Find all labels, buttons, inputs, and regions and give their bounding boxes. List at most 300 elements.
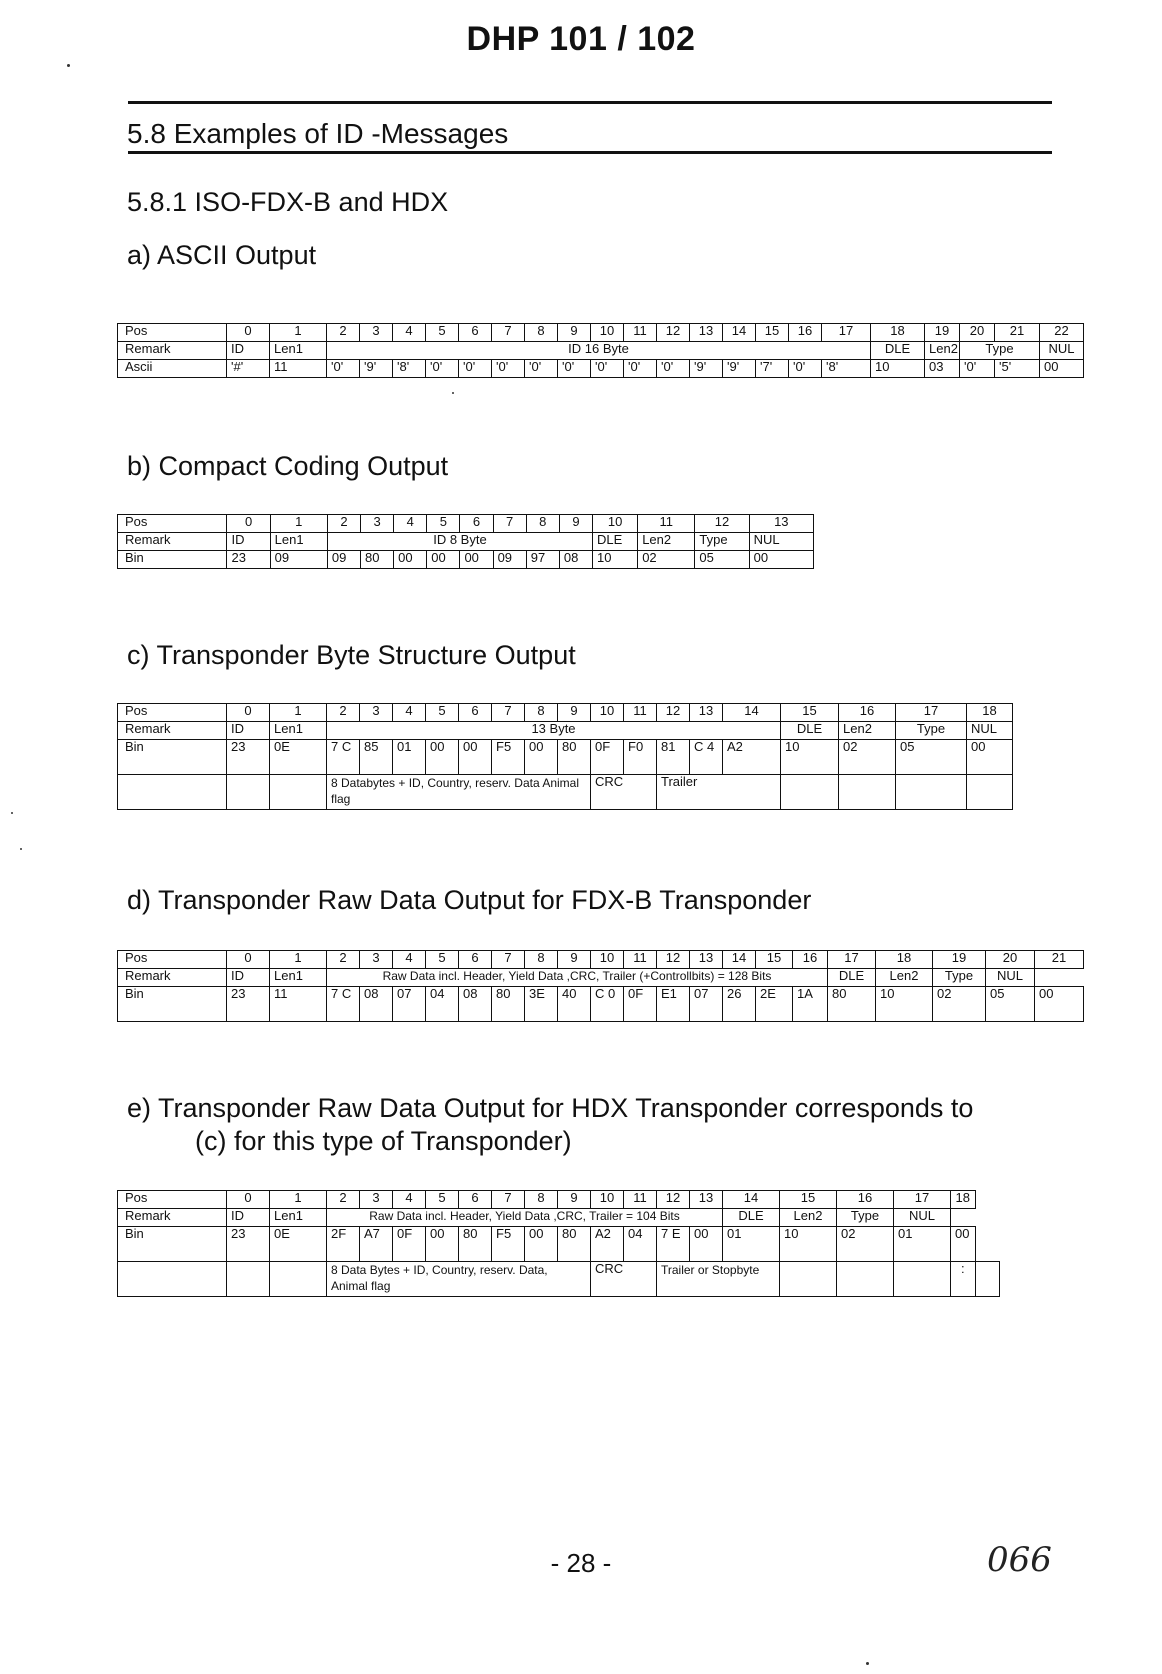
- cell: 10: [781, 740, 839, 775]
- cell: 2: [327, 515, 360, 533]
- cell: 23: [227, 740, 270, 775]
- hdx-raw-data-table: [117, 1190, 1000, 1297]
- cell: 02: [839, 740, 896, 775]
- cell: 12: [657, 951, 690, 969]
- cell: ID: [227, 722, 270, 740]
- cell: 2E: [756, 987, 793, 1022]
- example-b-label: b) Compact Coding Output: [127, 451, 449, 481]
- cell: 3: [361, 515, 394, 533]
- cell: 16: [793, 951, 828, 969]
- cell: Trailer or Stopbyte: [657, 1262, 780, 1297]
- cell: 13: [690, 324, 723, 342]
- cell: 00: [459, 740, 492, 775]
- section-title: 5.8 Examples of ID -Messages: [127, 118, 509, 149]
- cell: 8 Databytes + ID, Country, reserv. Data Animal flag: [327, 775, 591, 810]
- cell: 80: [492, 987, 525, 1022]
- cell: Type: [695, 533, 749, 551]
- cell: DLE: [871, 342, 925, 360]
- cell: 22: [1040, 324, 1084, 342]
- cell: A7: [360, 1227, 393, 1262]
- cell: ID: [227, 969, 270, 987]
- table-row: [118, 987, 1084, 1022]
- cell: 8: [525, 324, 558, 342]
- cell: 10: [593, 551, 638, 569]
- example-c-label: c) Transponder Byte Structure Output: [127, 640, 576, 670]
- cell: DLE: [781, 722, 839, 740]
- cell: '#': [227, 360, 270, 378]
- table-row: [118, 1262, 1000, 1297]
- cell: :: [951, 1262, 976, 1297]
- cell: 80: [828, 987, 876, 1022]
- cell: NUL: [749, 533, 813, 551]
- fdx-b-raw-data-table: [117, 950, 1084, 1022]
- row-head: Remark: [118, 1209, 227, 1227]
- cell: [270, 1262, 327, 1297]
- cell: 12: [657, 1191, 690, 1209]
- cell: DLE: [593, 533, 638, 551]
- cell: 17: [828, 951, 876, 969]
- cell: Raw Data incl. Header, Yield Data ,CRC, Trailer (+Controllbits) = 128 Bits: [327, 969, 828, 987]
- row-head: Pos: [118, 704, 227, 722]
- cell: '0': [624, 360, 657, 378]
- cell: '0': [327, 360, 360, 378]
- cell: Type: [960, 342, 1040, 360]
- row-head: Bin: [118, 1227, 227, 1262]
- cell: 4: [393, 951, 426, 969]
- cell: '8': [393, 360, 426, 378]
- cell: 7: [492, 704, 525, 722]
- cell: 11: [624, 704, 657, 722]
- cell: 00: [951, 1227, 976, 1262]
- cell: '8': [822, 360, 871, 378]
- cell: 7: [492, 1191, 525, 1209]
- cell: 7 C: [327, 987, 360, 1022]
- cell: 9: [558, 951, 591, 969]
- cell: 9: [558, 1191, 591, 1209]
- cell: 21: [1035, 951, 1084, 969]
- cell: 05: [695, 551, 749, 569]
- cell: ID: [227, 1209, 270, 1227]
- cell: 0F: [393, 1227, 426, 1262]
- row-head: Pos: [118, 1191, 227, 1209]
- table-row: [118, 704, 1013, 722]
- example-a-label: a) ASCII Output: [127, 240, 317, 270]
- document-title: DHP 101 / 102: [466, 20, 696, 58]
- cell: [781, 775, 839, 810]
- cell: [975, 1262, 1000, 1297]
- row-head: Ascii: [118, 360, 227, 378]
- cell: 80: [558, 740, 591, 775]
- cell: 10: [591, 1191, 624, 1209]
- cell: 1: [270, 951, 327, 969]
- cell: DLE: [723, 1209, 780, 1227]
- cell: 4: [393, 704, 426, 722]
- cell: '0': [492, 360, 525, 378]
- cell: 21: [995, 324, 1040, 342]
- row-head: Remark: [118, 722, 227, 740]
- table-row: [118, 551, 814, 569]
- scan-speck: [11, 812, 13, 814]
- cell: 11: [624, 951, 657, 969]
- table-row: [118, 1227, 1000, 1262]
- cell: 00: [1035, 987, 1084, 1022]
- cell: 9: [558, 704, 591, 722]
- cell: 5: [426, 1191, 459, 1209]
- cell: 20: [986, 951, 1035, 969]
- table-row: [118, 324, 1084, 342]
- cell: 14: [723, 324, 756, 342]
- cell: Type: [933, 969, 986, 987]
- cell: '0': [591, 360, 624, 378]
- cell: ID 8 Byte: [327, 533, 592, 551]
- cell: 6: [459, 951, 492, 969]
- cell: 2F: [327, 1227, 360, 1262]
- cell: 1: [270, 1191, 327, 1209]
- cell: 13 Byte: [327, 722, 781, 740]
- cell: '0': [558, 360, 591, 378]
- cell: 81: [657, 740, 690, 775]
- subsection-title: 5.8.1 ISO-FDX-B and HDX: [127, 187, 449, 217]
- cell: 15: [781, 704, 839, 722]
- cell: '9': [690, 360, 723, 378]
- cell: '5': [995, 360, 1040, 378]
- cell: 16: [789, 324, 822, 342]
- cell: 10: [591, 324, 624, 342]
- cell: 12: [657, 324, 690, 342]
- cell: 08: [559, 551, 592, 569]
- cell: 3E: [525, 987, 558, 1022]
- cell: 18: [967, 704, 1013, 722]
- cell: 14: [723, 704, 781, 722]
- cell: 02: [638, 551, 695, 569]
- cell: 2: [327, 951, 360, 969]
- cell: NUL: [986, 969, 1035, 987]
- cell: Len1: [270, 533, 327, 551]
- cell: '0': [459, 360, 492, 378]
- cell: 01: [723, 1227, 780, 1262]
- cell: '0': [960, 360, 995, 378]
- cell: 3: [360, 704, 393, 722]
- row-head: Bin: [118, 987, 227, 1022]
- cell: 4: [393, 324, 426, 342]
- cell: '0': [525, 360, 558, 378]
- cell: NUL: [894, 1209, 951, 1227]
- cell: Len2: [925, 342, 960, 360]
- table-row: [118, 722, 1013, 740]
- example-e-label: e) Transponder Raw Data Output for HDX Transponder corresponds to: [127, 1093, 974, 1123]
- cell: 09: [270, 551, 327, 569]
- cell: F5: [492, 740, 525, 775]
- cell: [896, 775, 967, 810]
- cell: 5: [426, 324, 459, 342]
- cell: 0F: [591, 740, 624, 775]
- cell: 7: [492, 324, 525, 342]
- cell: '9': [360, 360, 393, 378]
- cell: 00: [967, 740, 1013, 775]
- cell: 0: [227, 951, 270, 969]
- cell: Len1: [270, 722, 327, 740]
- cell: 00: [460, 551, 493, 569]
- row-head: Pos: [118, 324, 227, 342]
- cell: 23: [227, 987, 270, 1022]
- scan-speck: [67, 64, 70, 67]
- cell: DLE: [828, 969, 876, 987]
- cell: 2: [327, 324, 360, 342]
- table-row: [118, 360, 1084, 378]
- example-e-label-line2: (c) for this type of Transponder): [195, 1126, 572, 1156]
- cell: Len2: [638, 533, 695, 551]
- section-rule: [128, 151, 1052, 154]
- cell: 23: [227, 551, 270, 569]
- cell: 11: [624, 324, 657, 342]
- row-head: Bin: [118, 740, 227, 775]
- cell: 08: [360, 987, 393, 1022]
- cell: NUL: [1040, 342, 1084, 360]
- cell: A2: [591, 1227, 624, 1262]
- cell: ID: [227, 533, 270, 551]
- cell: 00: [426, 1227, 459, 1262]
- cell: 1: [270, 324, 327, 342]
- cell: CRC: [591, 1262, 657, 1297]
- cell: 07: [393, 987, 426, 1022]
- cell: Len1: [270, 342, 327, 360]
- cell: 08: [459, 987, 492, 1022]
- cell: Raw Data incl. Header, Yield Data ,CRC, Trailer = 104 Bits: [327, 1209, 723, 1227]
- cell: 00: [426, 740, 459, 775]
- cell: '0': [657, 360, 690, 378]
- cell: 7 C: [327, 740, 360, 775]
- table-row: [118, 775, 1013, 810]
- cell: 17: [822, 324, 871, 342]
- row-head: Pos: [118, 515, 227, 533]
- compact-coding-table: [117, 514, 814, 569]
- cell: 80: [558, 1227, 591, 1262]
- cell: 1: [270, 704, 327, 722]
- cell: 13: [690, 704, 723, 722]
- cell: 03: [925, 360, 960, 378]
- cell: 00: [525, 1227, 558, 1262]
- table-row: [118, 1191, 1000, 1209]
- cell: Len1: [270, 969, 327, 987]
- cell: 02: [837, 1227, 894, 1262]
- cell: 8 Data Bytes + ID, Country, reserv. Data, Animal flag: [327, 1262, 591, 1297]
- cell: 10: [593, 515, 638, 533]
- cell: [227, 775, 270, 810]
- cell: 17: [896, 704, 967, 722]
- row-head: Remark: [118, 969, 227, 987]
- cell: [894, 1262, 951, 1297]
- cell: 18: [871, 324, 925, 342]
- cell: 2: [327, 1191, 360, 1209]
- cell: 1: [270, 515, 327, 533]
- cell: 02: [933, 987, 986, 1022]
- cell: 11: [624, 1191, 657, 1209]
- cell: 13: [690, 1191, 723, 1209]
- cell: Len1: [270, 1209, 327, 1227]
- cell: Len2: [780, 1209, 837, 1227]
- cell: 0: [227, 1191, 270, 1209]
- cell: 00: [525, 740, 558, 775]
- cell: [967, 775, 1013, 810]
- cell: Trailer: [657, 775, 781, 810]
- row-head: [118, 775, 227, 810]
- table-row: [118, 951, 1084, 969]
- row-head: Remark: [118, 342, 227, 360]
- cell: 7 E: [657, 1227, 690, 1262]
- top-rule: [128, 101, 1052, 104]
- cell: 3: [360, 1191, 393, 1209]
- cell: 3: [360, 951, 393, 969]
- cell: 11: [638, 515, 695, 533]
- cell: 5: [426, 951, 459, 969]
- cell: 14: [723, 1191, 780, 1209]
- cell: 7: [493, 515, 526, 533]
- cell: 6: [459, 704, 492, 722]
- cell: 19: [925, 324, 960, 342]
- cell: 13: [690, 951, 723, 969]
- byte-structure-table: [117, 703, 1013, 810]
- cell: 8: [526, 515, 559, 533]
- cell: 12: [695, 515, 749, 533]
- cell: [780, 1262, 837, 1297]
- cell: Len2: [839, 722, 896, 740]
- cell: 0: [227, 324, 270, 342]
- example-d-label: d) Transponder Raw Data Output for FDX-B Transponder: [127, 885, 812, 915]
- cell: 10: [876, 987, 933, 1022]
- cell: 12: [657, 704, 690, 722]
- cell: 16: [837, 1191, 894, 1209]
- cell: 04: [624, 1227, 657, 1262]
- table-row: [118, 533, 814, 551]
- ascii-output-table: [117, 323, 1084, 378]
- cell: 16: [839, 704, 896, 722]
- cell: 7: [492, 951, 525, 969]
- cell: 26: [723, 987, 756, 1022]
- cell: 04: [426, 987, 459, 1022]
- cell: Type: [837, 1209, 894, 1227]
- cell: 2: [327, 704, 360, 722]
- cell: 05: [986, 987, 1035, 1022]
- cell: 9: [559, 515, 592, 533]
- cell: 00: [427, 551, 460, 569]
- cell: 00: [749, 551, 813, 569]
- cell: 09: [493, 551, 526, 569]
- cell: 0E: [270, 1227, 327, 1262]
- cell: 00: [690, 1227, 723, 1262]
- cell: 15: [780, 1191, 837, 1209]
- cell: 1A: [793, 987, 828, 1022]
- handwritten-page-stamp: 066: [987, 1540, 1052, 1580]
- table-row: [118, 740, 1013, 775]
- cell: [227, 1262, 270, 1297]
- row-head: [118, 1262, 227, 1297]
- cell: ID 16 Byte: [327, 342, 871, 360]
- cell: 15: [756, 951, 793, 969]
- cell: 40: [558, 987, 591, 1022]
- cell: 0E: [270, 740, 327, 775]
- cell: 5: [427, 515, 460, 533]
- cell: 10: [591, 951, 624, 969]
- cell: 6: [460, 515, 493, 533]
- table-row: [118, 1209, 1000, 1227]
- cell: 6: [459, 324, 492, 342]
- cell: 18: [951, 1191, 976, 1209]
- cell: 5: [426, 704, 459, 722]
- cell: Type: [896, 722, 967, 740]
- cell: 80: [459, 1227, 492, 1262]
- cell: 01: [393, 740, 426, 775]
- cell: 01: [894, 1227, 951, 1262]
- cell: 15: [756, 324, 789, 342]
- row-head: Remark: [118, 533, 227, 551]
- cell: 13: [749, 515, 813, 533]
- cell: 0F: [624, 987, 657, 1022]
- cell: C 4: [690, 740, 723, 775]
- cell: 09: [327, 551, 360, 569]
- scan-speck: [452, 392, 454, 394]
- page-number: - 28 -: [550, 1548, 612, 1578]
- table-row: [118, 969, 1084, 987]
- cell: 11: [270, 360, 327, 378]
- cell: 97: [526, 551, 559, 569]
- scan-speck: [20, 848, 22, 850]
- cell: 18: [876, 951, 933, 969]
- cell: A2: [723, 740, 781, 775]
- cell: 10: [780, 1227, 837, 1262]
- cell: 4: [393, 1191, 426, 1209]
- cell: CRC: [591, 775, 657, 810]
- cell: 19: [933, 951, 986, 969]
- cell: 07: [690, 987, 723, 1022]
- cell: 00: [1040, 360, 1084, 378]
- cell: C 0: [591, 987, 624, 1022]
- cell: 3: [360, 324, 393, 342]
- cell: 20: [960, 324, 995, 342]
- cell: '0': [426, 360, 459, 378]
- table-row: [118, 515, 814, 533]
- cell: 10: [871, 360, 925, 378]
- cell: [837, 1262, 894, 1297]
- cell: 0: [227, 704, 270, 722]
- scan-speck: [866, 1662, 869, 1665]
- cell: '0': [789, 360, 822, 378]
- cell: '7': [756, 360, 789, 378]
- cell: 8: [525, 704, 558, 722]
- cell: ID: [227, 342, 270, 360]
- cell: 6: [459, 1191, 492, 1209]
- cell: 8: [525, 951, 558, 969]
- cell: 9: [558, 324, 591, 342]
- cell: 14: [723, 951, 756, 969]
- cell: F5: [492, 1227, 525, 1262]
- cell: 17: [894, 1191, 951, 1209]
- cell: '9': [723, 360, 756, 378]
- cell: 10: [591, 704, 624, 722]
- cell: 8: [525, 1191, 558, 1209]
- cell: 11: [270, 987, 327, 1022]
- cell: 05: [896, 740, 967, 775]
- cell: F0: [624, 740, 657, 775]
- cell: 0: [227, 515, 270, 533]
- row-head: Pos: [118, 951, 227, 969]
- cell: 00: [394, 551, 427, 569]
- cell: [270, 775, 327, 810]
- row-head: Bin: [118, 551, 227, 569]
- cell: 80: [361, 551, 394, 569]
- cell: Len2: [876, 969, 933, 987]
- cell: 85: [360, 740, 393, 775]
- cell: E1: [657, 987, 690, 1022]
